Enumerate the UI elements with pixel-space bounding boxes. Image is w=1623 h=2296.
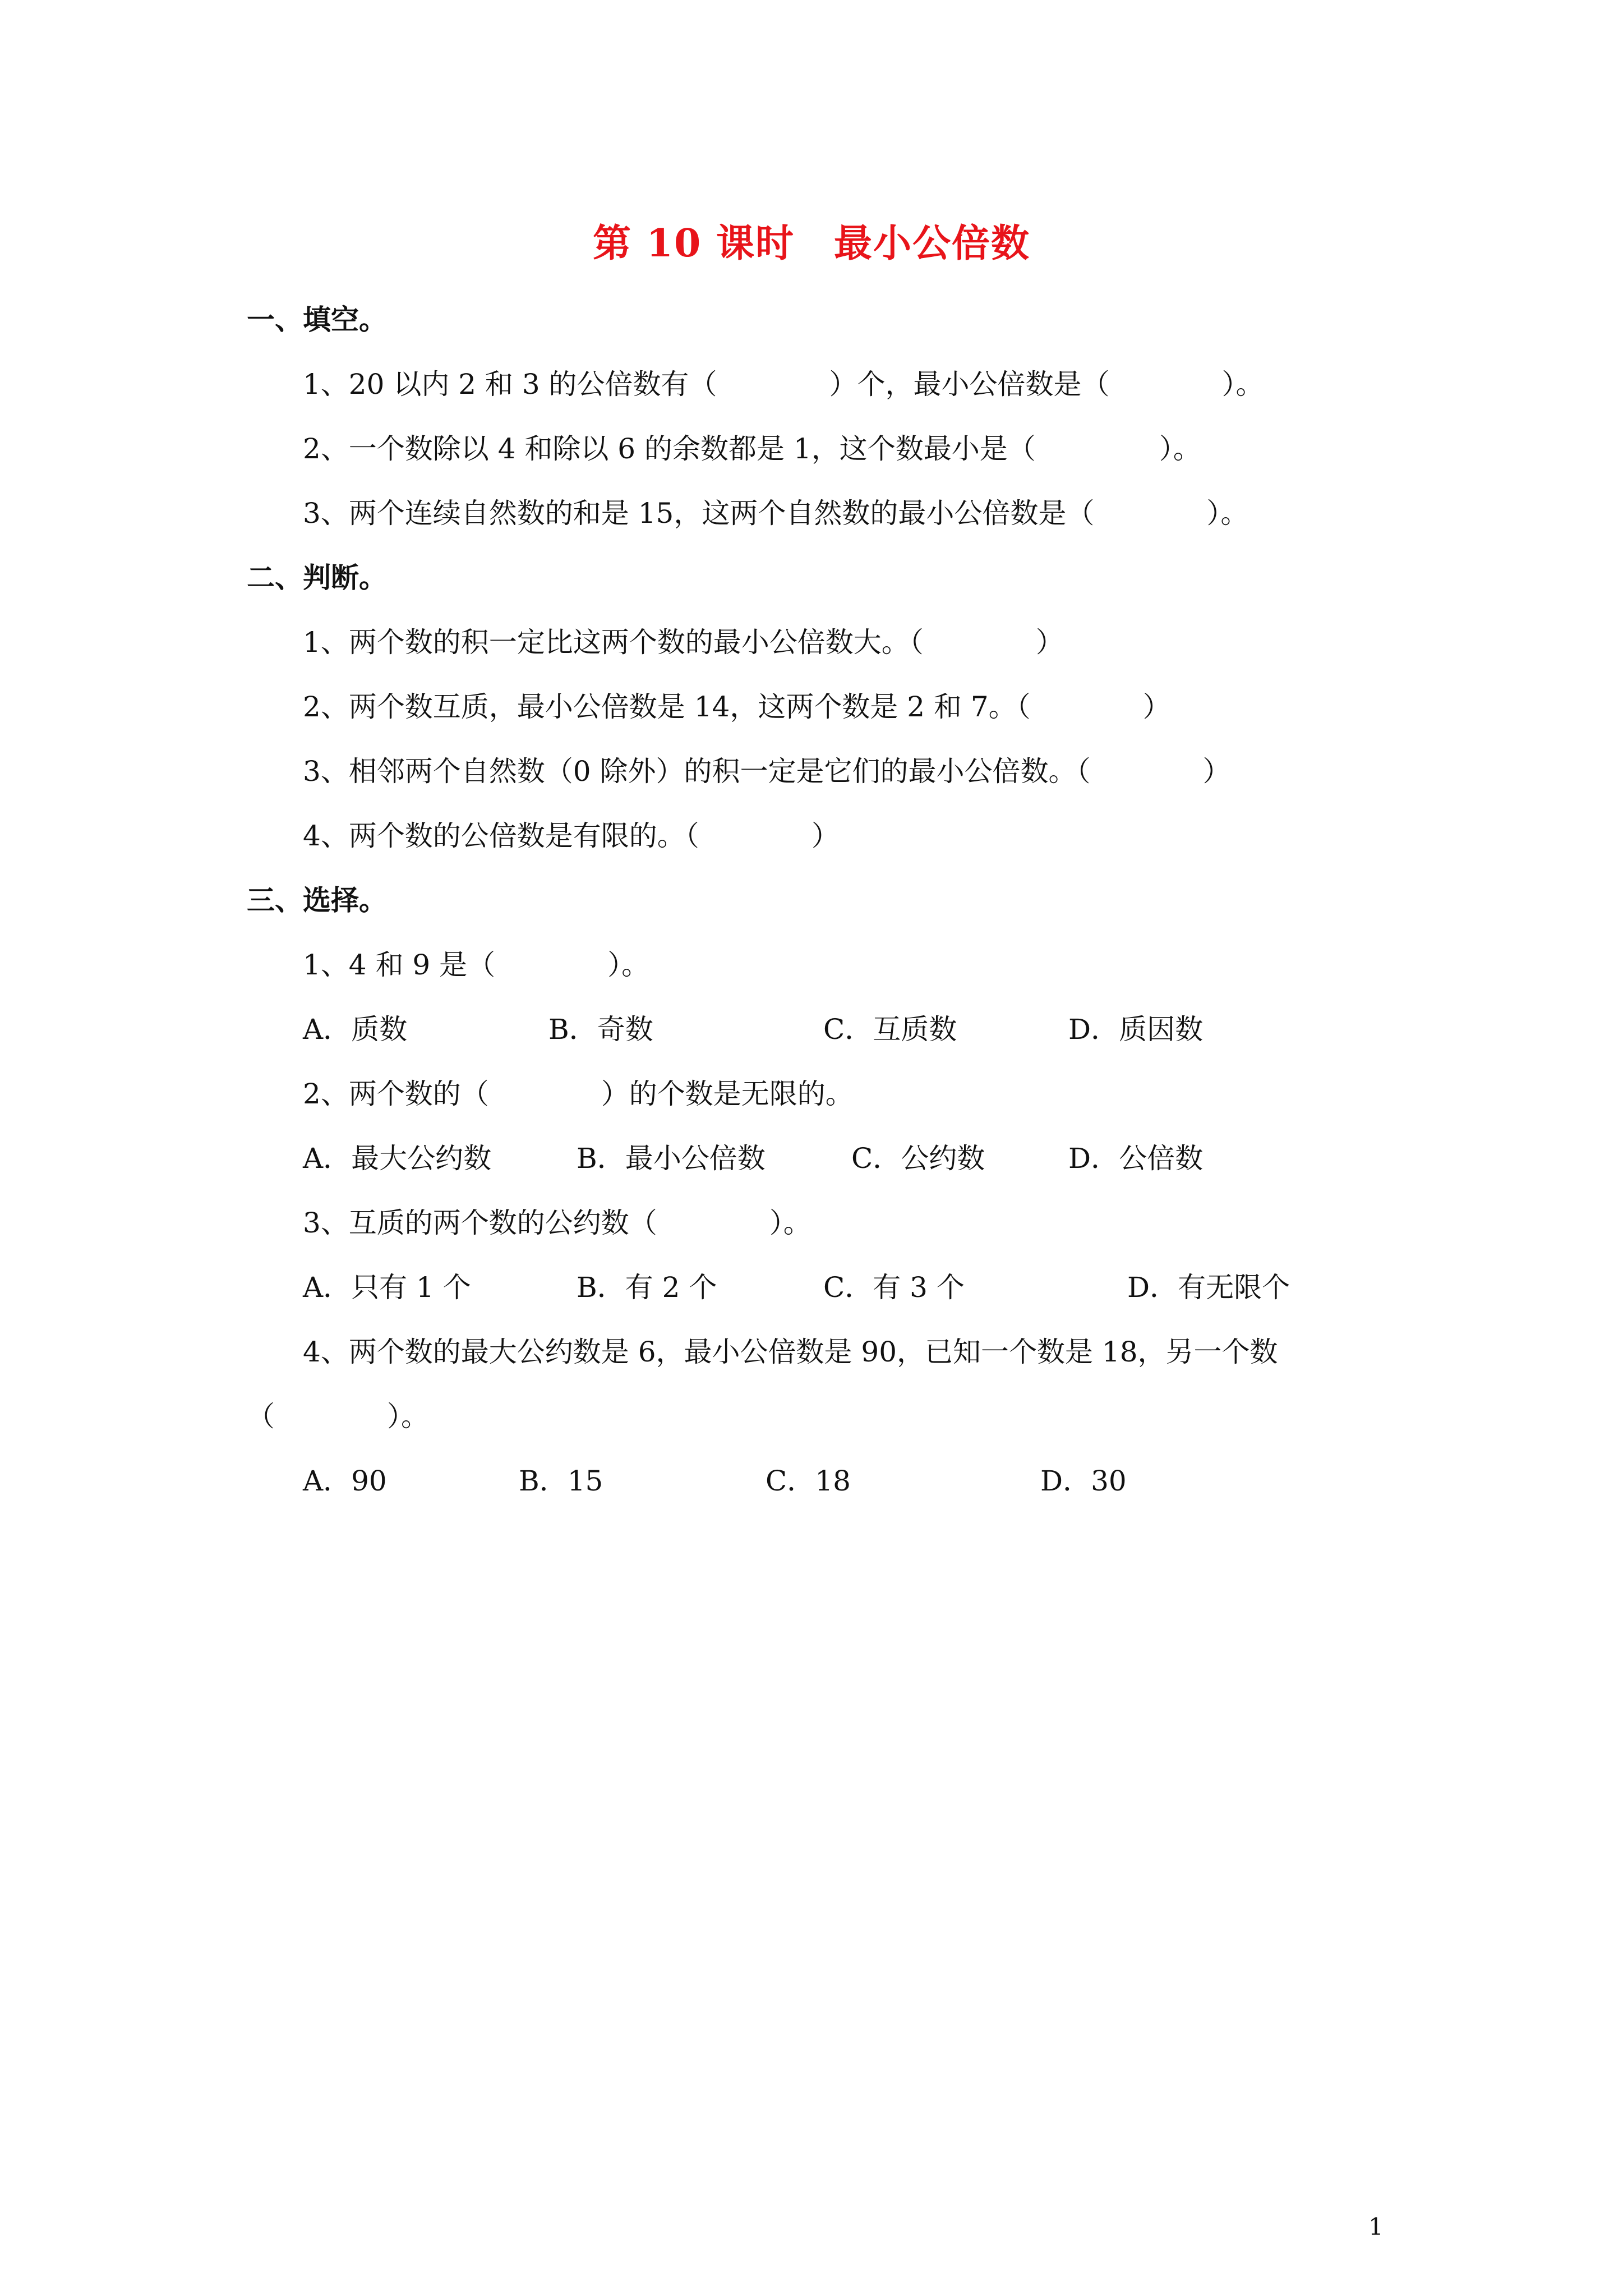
- fill-question-1: 1、20 以内 2 和 3 的公倍数有（ ）个，最小公倍数是（ ）。: [303, 368, 1264, 401]
- section-heading-choice: 三、选择。: [247, 884, 387, 917]
- choice-option[interactable]: C．18: [766, 1465, 851, 1497]
- choice-option[interactable]: A．90: [303, 1465, 387, 1497]
- fill-question-3: 3、两个连续自然数的和是 15，这两个自然数的最小公倍数是（ ）。: [303, 497, 1249, 530]
- choice-option[interactable]: D．质因数: [1068, 1013, 1204, 1046]
- choice-option[interactable]: D．30: [1040, 1465, 1127, 1497]
- choice-question-3: 3、互质的两个数的公约数（ ）。: [303, 1207, 811, 1239]
- choice-option[interactable]: C．有 3 个: [823, 1271, 965, 1304]
- choice-option[interactable]: D．有无限个: [1127, 1271, 1290, 1304]
- choice-option[interactable]: B．有 2 个: [577, 1271, 717, 1304]
- choice-question-4: 4、两个数的最大公约数是 6，最小公倍数是 90，已知一个数是 18，另一个数: [303, 1336, 1278, 1368]
- choice-option[interactable]: B．15: [519, 1465, 603, 1497]
- choice-option[interactable]: A．最大公约数: [303, 1142, 492, 1175]
- page-number: 1: [1368, 2213, 1384, 2240]
- page-title: [0, 213, 1623, 268]
- judge-question-4: 4、两个数的公倍数是有限的。（ ）: [303, 820, 840, 852]
- judge-question-2: 2、两个数互质，最小公倍数是 14，这两个数是 2 和 7。（ ）: [303, 691, 1171, 723]
- choice-question-4-continued: （ ）。: [247, 1400, 429, 1433]
- choice-option[interactable]: A．质数: [303, 1013, 408, 1046]
- title-topic: 最小公倍数: [833, 221, 1030, 266]
- judge-question-3: 3、相邻两个自然数（0 除外）的积一定是它们的最小公倍数。（ ）: [303, 755, 1231, 788]
- choice-option[interactable]: C．互质数: [823, 1013, 957, 1046]
- choice-option[interactable]: B．奇数: [548, 1013, 653, 1046]
- section-heading-fill: 一、填空。: [247, 303, 387, 336]
- section-heading-judge: 二、判断。: [247, 561, 387, 594]
- choice-question-2: 2、两个数的（ ）的个数是无限的。: [303, 1078, 854, 1110]
- choice-option[interactable]: B．最小公倍数: [577, 1142, 766, 1175]
- title-lesson: 第 10 课时: [593, 221, 795, 266]
- choice-option[interactable]: C．公约数: [851, 1142, 985, 1175]
- choice-option[interactable]: D．公倍数: [1068, 1142, 1204, 1175]
- choice-question-1: 1、4 和 9 是（ ）。: [303, 949, 650, 981]
- choice-option[interactable]: A．只有 1 个: [303, 1271, 471, 1304]
- judge-question-1: 1、两个数的积一定比这两个数的最小公倍数大。（ ）: [303, 626, 1064, 659]
- fill-question-2: 2、一个数除以 4 和除以 6 的余数都是 1，这个数最小是（ ）。: [303, 432, 1201, 465]
